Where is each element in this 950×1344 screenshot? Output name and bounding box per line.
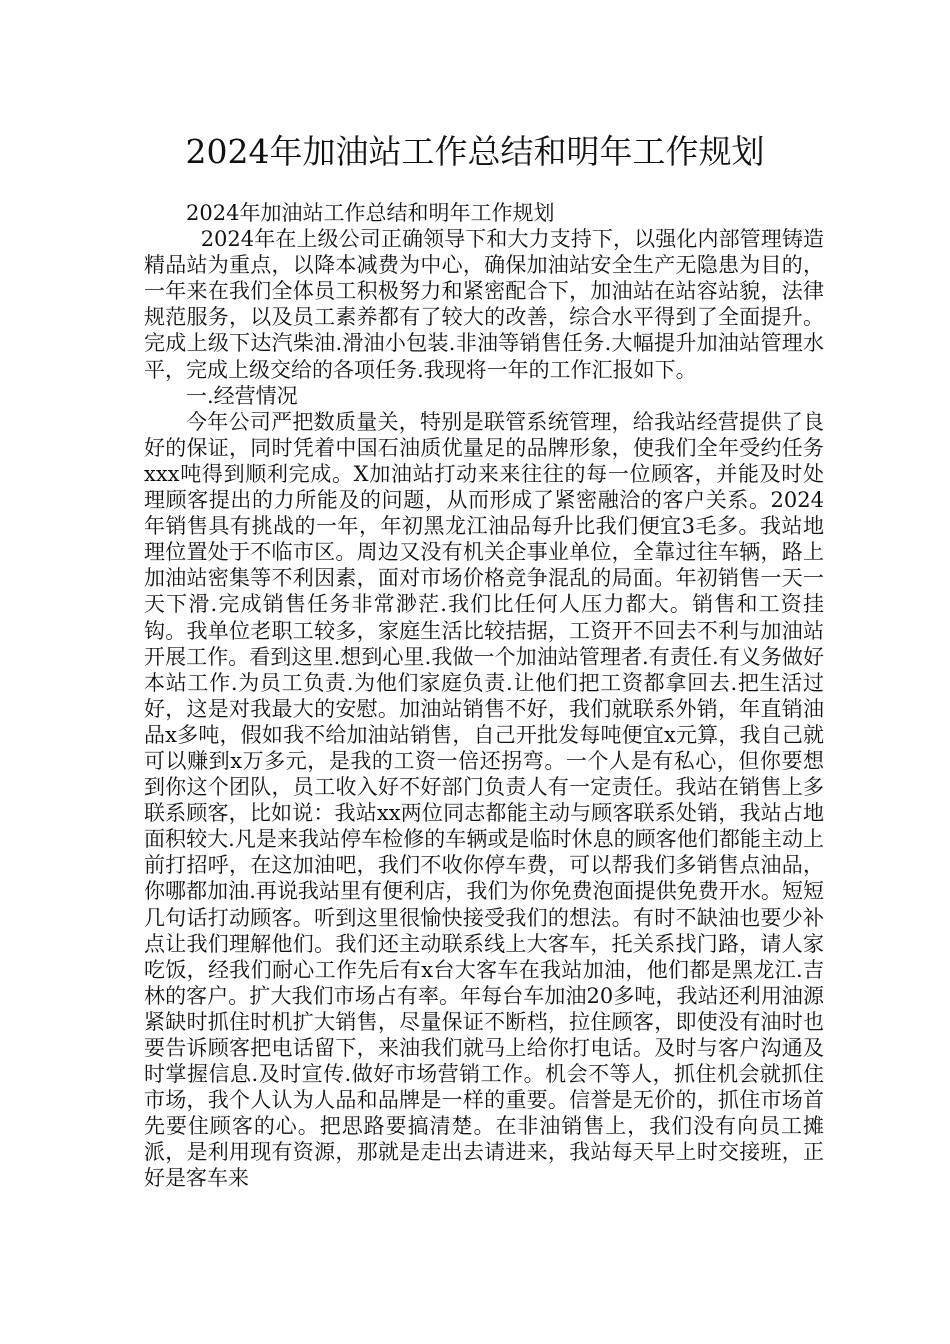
- section-heading-operations: 一.经营情况: [186, 383, 298, 408]
- document-body: [144, 200, 824, 1192]
- operations-paragraph: 今年公司严把数质量关，特别是联管系统管理，给我站经营提供了良好的保证，同时凭着中国石油质优量足的品牌形象，使我们全年受约任务xxx吨得到顺利完成。X加油站打动来来往往的每一位顾客，并能及时处理顾客提出的力所能及的问题，从而形成了紧密融洽的客户关系。2024年销售具有挑战的一年，年初黑龙江油品每升比我们便宜3毛多。我站地理位置处于不临市区。周边又没有机关企事业单位，全靠过往车辆，路上加油站密集等不利因素，面对市场价格竞争混乱的局面。年初销售一天一天下滑.完成销售任务非常渺茫.我们比任何人压力都大。销售和工资挂钩。我单位老职工较多，家庭生活比较拮据，工资开不回去不利与加油站开展工作。看到这里.想到心里.我做一个加油站管理者.有责任.有义务做好本站工作.为员工负责.为他们家庭负责.让他们把工资都拿回去.把生活过好，这是对我最大的安慰。加油站销售不好，我们就联系外销，年直销油品x多吨，假如我不给加油站销售，自己开批发每吨便宜x元算，我自己就可以赚到x万多元，是我的工资一倍还拐弯。一个人是有私心，但你要想到你这个团队，员工收入好不好部门负责人有一定责任。我站在销售上多联系顾客，比如说：我站xx两位同志都能主动与顾客联系处销，我站占地面积较大.凡是来我站停车检修的车辆或是临时休息的顾客他们都能主动上前打招呼，在这加油吧，我们不收你停车费，可以帮我们多销售点油品，你哪都加油.再说我站里有便利店，我们为你免费泡面提供免费开水。短短几句话打动顾客。听到这里很愉快接受我们的想法。有时不缺油也要少补点让我们理解他们。我们还主动联系线上大客车，托关系找门路，请人家吃饭，经我们耐心工作先后有x台大客车在我站加油，他们都是黑龙江.吉林的客户。扩大我们市场占有率。年每台车加油20多吨，我站还利用油源紧缺时抓住时机扩大销售，尽量保证不断档，拉住顾客，即使没有油时也要告诉顾客把电话留下，来油我们就马上给你打电话。及时与客户沟通及时掌握信息.及时宣传.做好市场营销工作。机会不等人，抓住机会就抓住市场，我个人认为人品和品牌是一样的重要。信誉是无价的，抓住市场首先要住顾客的心。把思路要搞清楚。在非油销售上，我们没有向员工摊派，是利用现有资源，那就是走出去请进来，我站每天早上时交接班，正好是客车来: [144, 409, 824, 1191]
- document-subtitle: 2024年加油站工作总结和明年工作规划: [186, 201, 555, 225]
- document-title: 2024年加油站工作总结和明年工作规划: [185, 132, 765, 171]
- intro-paragraph: 2024年在上级公司正确领导下和大力支持下，以强化内部管理铸造精品站为重点，以降本减费为中心，确保加油站安全生产无隐患为目的，一年来在我们全体员工积极努力和紧密配合下，加油站在站容站貌，法律规范服务，以及员工素养都有了较大的改善，综合水平得到了全面提升。完成上级下达汽柴油.滑油小包装.非油等销售任务.大幅提升加油站管理水平，完成上级交给的各项任务.我现将一年的工作汇报如下。: [144, 227, 824, 382]
